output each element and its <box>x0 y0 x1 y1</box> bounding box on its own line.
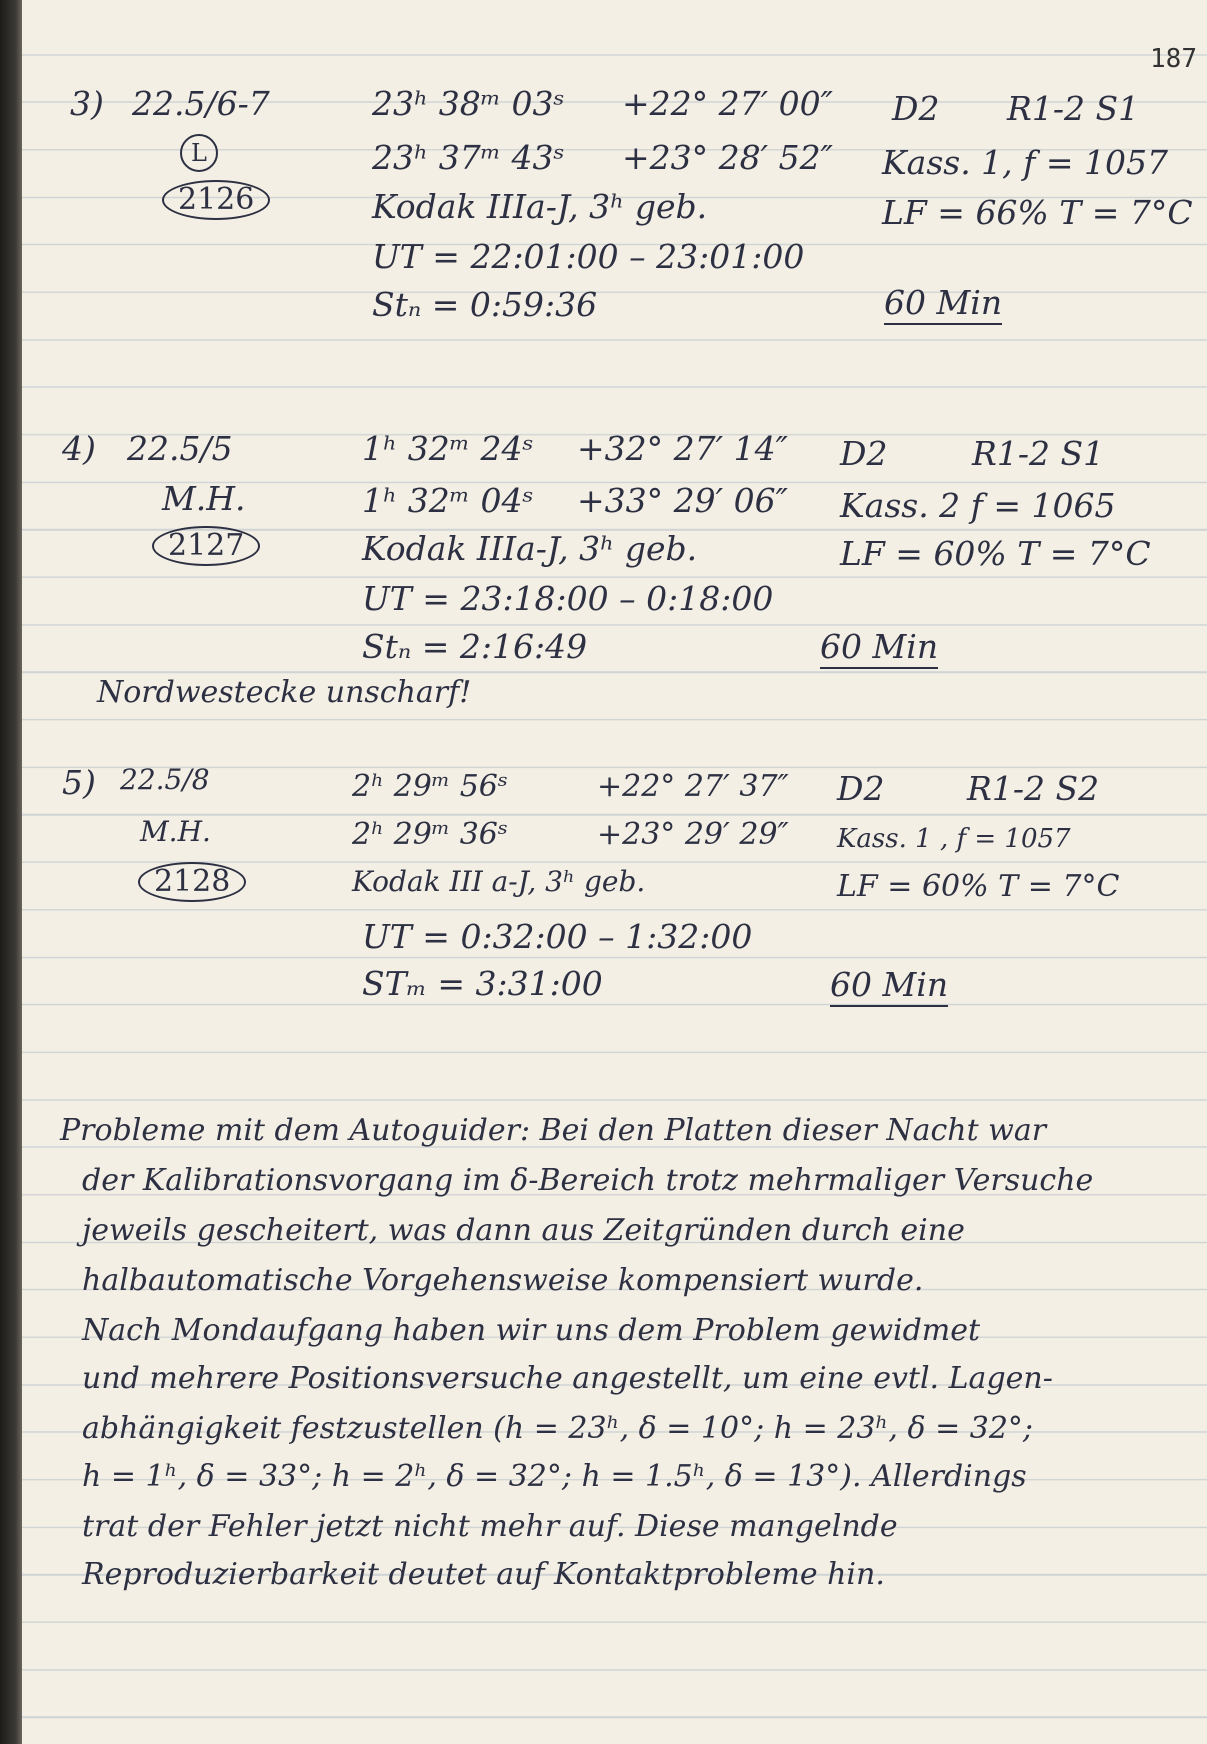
observer-initials: M.H. <box>140 815 211 848</box>
note-line: der Kalibrationsvorgang im δ-Bereich trotz mehrmaliger Versuche <box>82 1163 1094 1198</box>
emulsion: Kodak IIIa-J, 3ʰ geb. <box>362 529 698 568</box>
right-ascension-1: 1ʰ 32ᵐ 24ˢ <box>362 429 534 468</box>
notebook-page <box>22 0 1207 1744</box>
right-ascension-1: 23ʰ 38ᵐ 03ˢ <box>372 84 565 123</box>
humidity-temperature: LF = 66% T = 7°C <box>882 193 1193 232</box>
declination-1: +22° 27′ 37″ <box>597 769 789 804</box>
entry-index: 4) <box>62 429 96 468</box>
plate-number: 2128 <box>138 862 246 902</box>
note-line: und mehrere Positionsversuche angestellt, um eine evtl. Lagen- <box>82 1361 1053 1396</box>
declination-1: +32° 27′ 14″ <box>577 429 788 468</box>
plate-number: 2126 <box>162 180 270 220</box>
humidity-temperature: LF = 60% T = 7°C <box>837 869 1120 904</box>
declination-2: +23° 29′ 29″ <box>597 817 789 852</box>
right-ascension-2: 1ʰ 32ᵐ 04ˢ <box>362 481 534 520</box>
ut-range: UT = 0:32:00 – 1:32:00 <box>362 917 753 956</box>
sidereal-time: STₘ = 3:31:00 <box>362 964 603 1003</box>
exposure-duration: 60 Min <box>884 286 1002 325</box>
note-line: Nach Mondaufgang haben wir uns dem Problem gewidmet <box>82 1313 981 1348</box>
declination-1: +22° 27′ 00″ <box>622 84 833 123</box>
emulsion: Kodak IIIa-J, 3ʰ geb. <box>372 187 708 226</box>
note-line: h = 1ʰ, δ = 33°; h = 2ʰ, δ = 32°; h = 1.5ʰ, δ = 13°). Allerdings <box>82 1459 1027 1494</box>
exposure-duration: 60 Min <box>820 630 938 669</box>
instrument: D2 <box>892 89 940 128</box>
entry-index: 3) <box>70 84 104 123</box>
right-ascension-2: 2ʰ 29ᵐ 36ˢ <box>352 817 508 852</box>
declination-2: +33° 29′ 06″ <box>577 481 788 520</box>
rs-settings: R1-2 S1 <box>1007 89 1140 128</box>
humidity-temperature: LF = 60% T = 7°C <box>840 534 1151 573</box>
observer-initials: M.H. <box>162 479 246 518</box>
instrument: D2 <box>837 769 885 808</box>
page-number: 187 <box>1150 44 1197 74</box>
entry-date: 22.5/8 <box>120 763 210 796</box>
right-ascension-1: 2ʰ 29ᵐ 56ˢ <box>352 769 508 804</box>
rs-settings: R1-2 S1 <box>972 434 1105 473</box>
rs-settings: R1-2 S2 <box>967 769 1100 808</box>
ut-range: UT = 22:01:00 – 23:01:00 <box>372 237 805 276</box>
cassette: Kass. 1 , f = 1057 <box>837 824 1071 854</box>
plate-number: 2127 <box>152 526 260 566</box>
observer-initial: L <box>180 134 218 172</box>
notebook-binding <box>0 0 22 1744</box>
note-line: Reproduzierbarkeit deutet auf Kontaktprobleme hin. <box>82 1557 885 1592</box>
right-ascension-2: 23ʰ 37ᵐ 43ˢ <box>372 138 565 177</box>
note-line: jeweils gescheitert, was dann aus Zeitgründen durch eine <box>82 1213 965 1248</box>
entry-date: 22.5/5 <box>127 429 233 468</box>
cassette: Kass. 2 f = 1065 <box>840 486 1116 525</box>
note-line: trat der Fehler jetzt nicht mehr auf. Diese mangelnde <box>82 1509 898 1544</box>
entry-index: 5) <box>62 763 96 802</box>
note-line: halbautomatische Vorgehensweise kompensiert wurde. <box>82 1263 924 1298</box>
ut-range: UT = 23:18:00 – 0:18:00 <box>362 579 774 618</box>
declination-2: +23° 28′ 52″ <box>622 138 833 177</box>
note-line: Probleme mit dem Autoguider: Bei den Platten dieser Nacht war <box>60 1113 1047 1148</box>
instrument: D2 <box>840 434 888 473</box>
sidereal-time: Stₙ = 0:59:36 <box>372 285 598 324</box>
entry-date: 22.5/6-7 <box>132 84 270 123</box>
exposure-duration: 60 Min <box>830 968 948 1007</box>
emulsion: Kodak III a-J, 3ʰ geb. <box>352 865 646 898</box>
entry-remark: Nordwestecke unscharf! <box>97 675 472 710</box>
sidereal-time: Stₙ = 2:16:49 <box>362 627 588 666</box>
note-line: abhängigkeit festzustellen (h = 23ʰ, δ = 10°; h = 23ʰ, δ = 32°; <box>82 1411 1034 1446</box>
cassette: Kass. 1, f = 1057 <box>882 143 1168 182</box>
